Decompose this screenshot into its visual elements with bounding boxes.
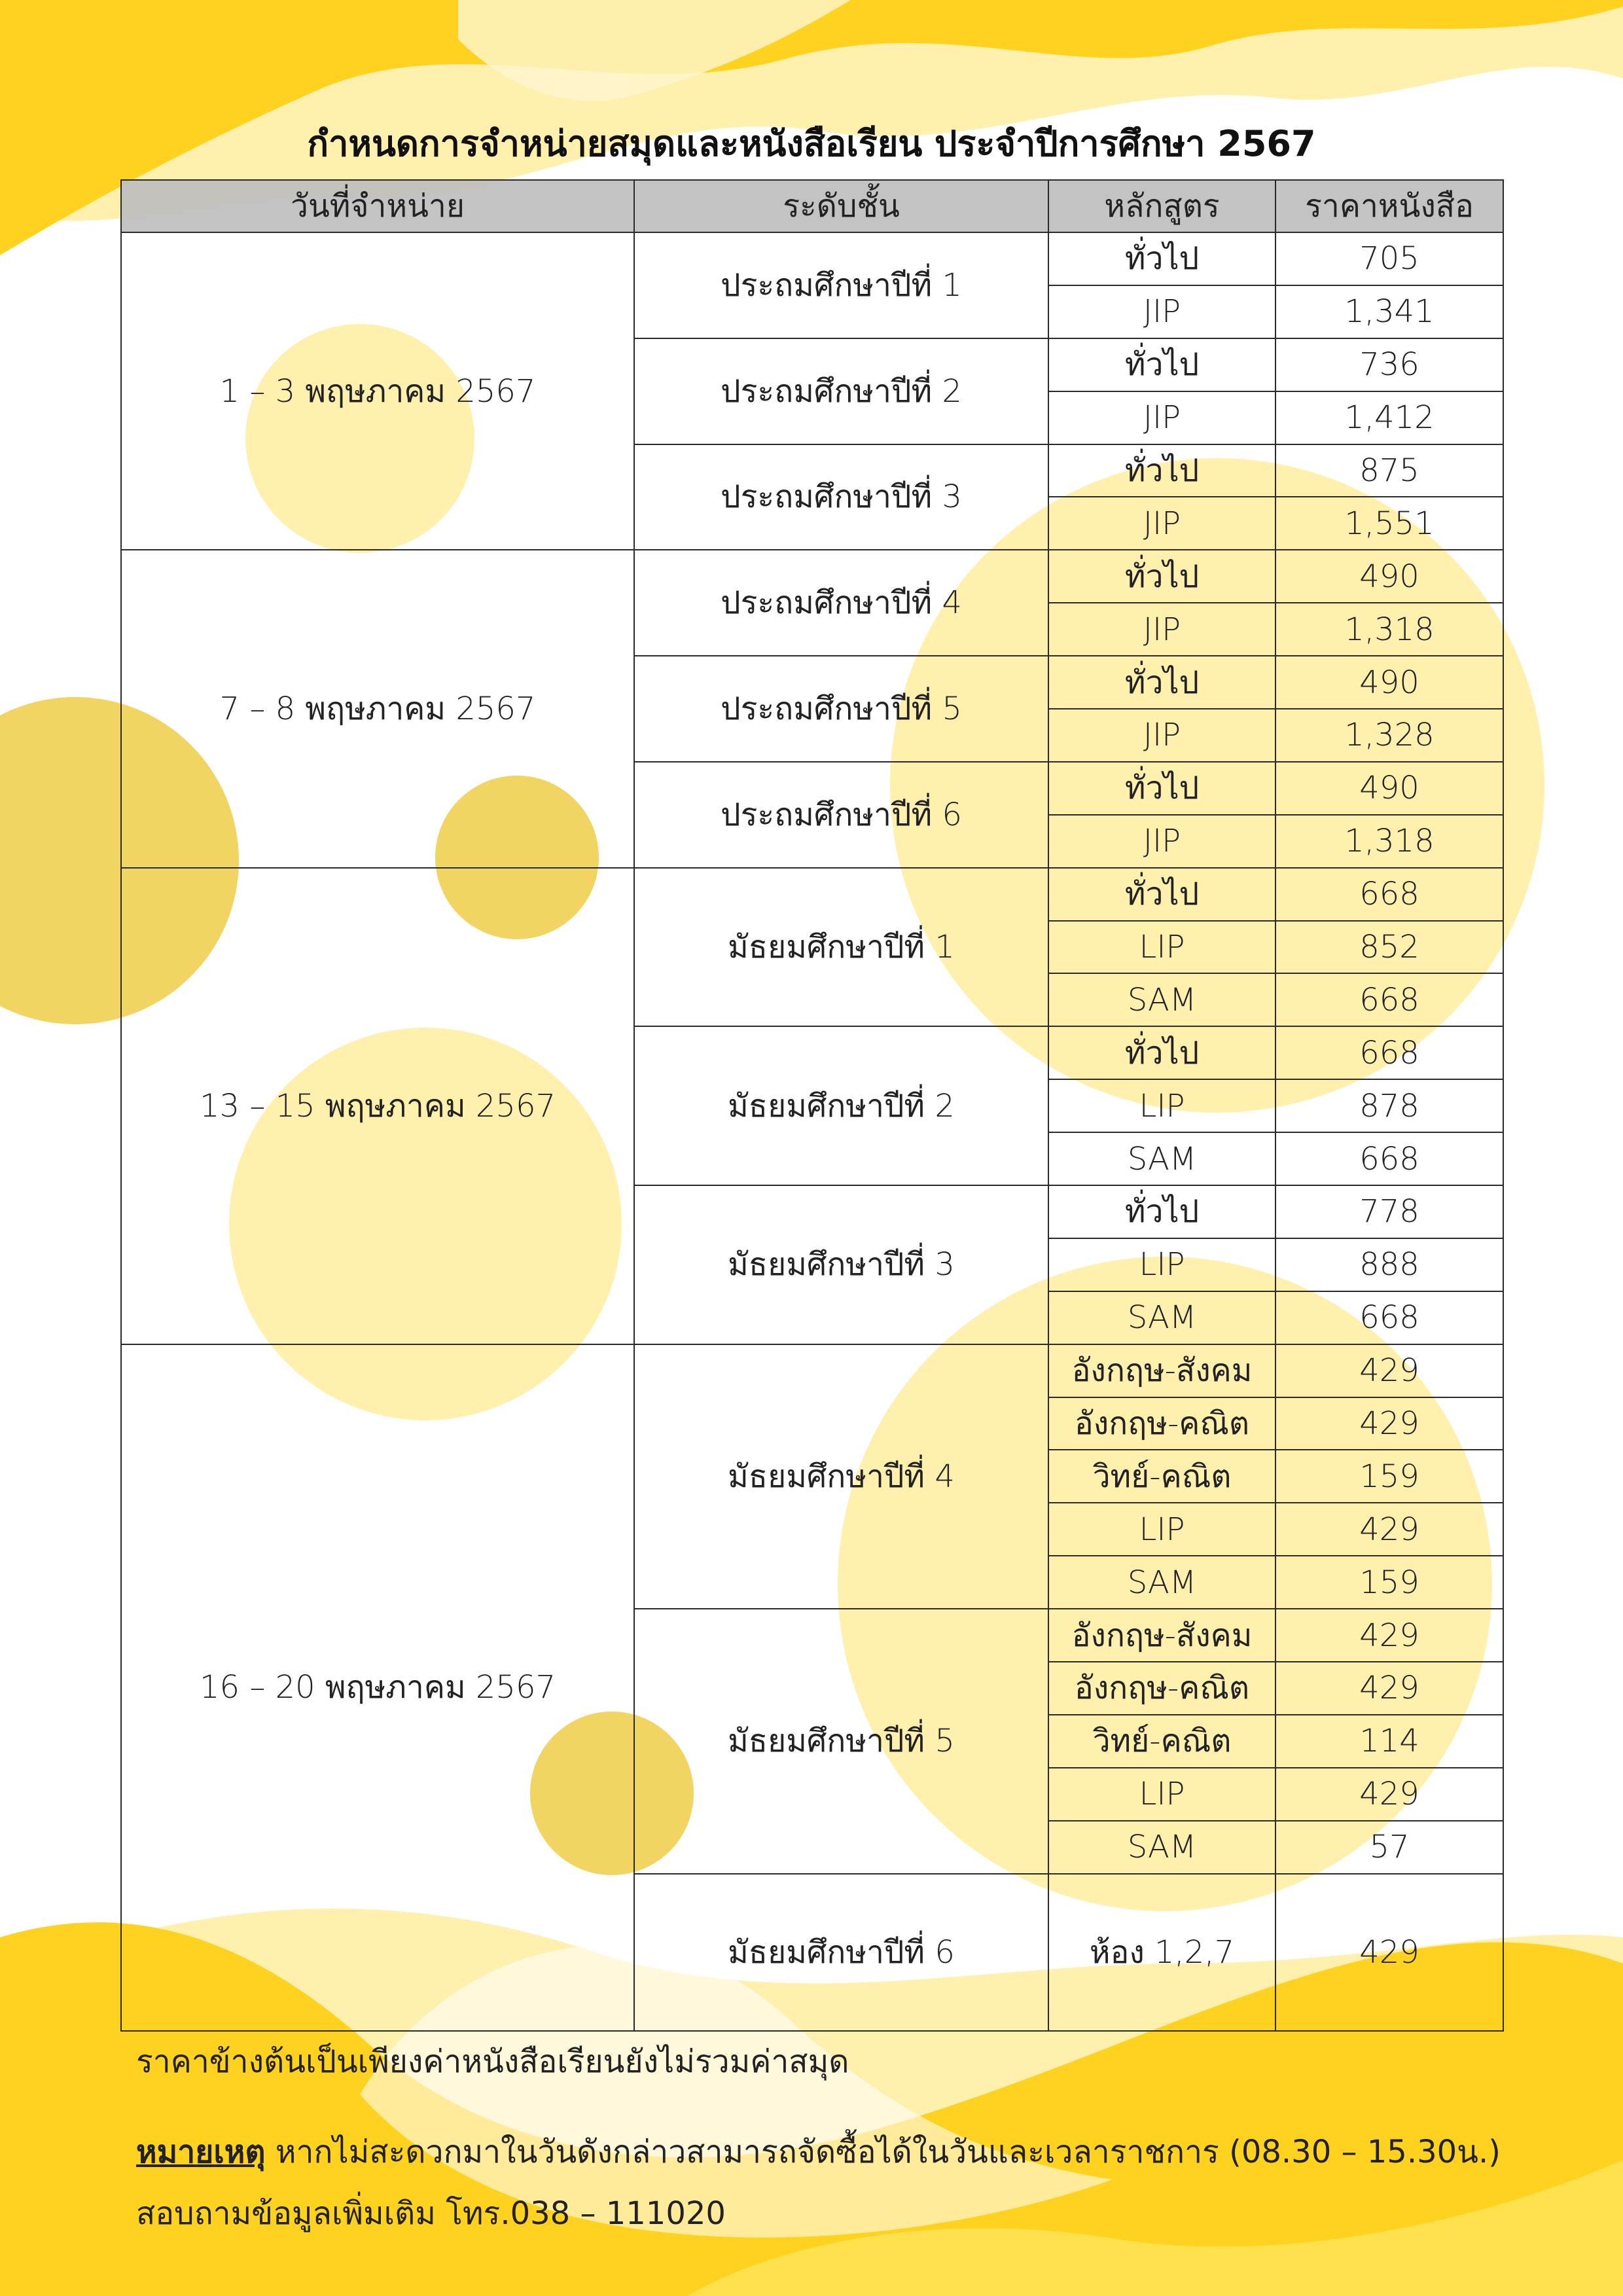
remark-label: หมายเหตุ bbox=[136, 2134, 266, 2170]
price-cell: 736 bbox=[1275, 338, 1503, 391]
remark-text: หากไม่สะดวกมาในวันดังกล่าวสามารถจัดซื้อได้ในวันและเวลาราชการ (08.30 – 15.30น.) bbox=[265, 2134, 1501, 2170]
price-cell: 159 bbox=[1275, 1556, 1503, 1609]
course-cell: ทั่วไป bbox=[1048, 1026, 1275, 1079]
price-cell: 1,551 bbox=[1275, 497, 1503, 550]
course-cell: วิทย์-คณิต bbox=[1048, 1715, 1275, 1768]
price-cell: 778 bbox=[1275, 1185, 1503, 1238]
sale-date-cell: 1 – 3 พฤษภาคม 2567 bbox=[121, 232, 634, 550]
price-cell: 1,318 bbox=[1275, 603, 1503, 656]
course-cell: SAM bbox=[1048, 1291, 1275, 1344]
course-cell: ทั่วไป bbox=[1048, 338, 1275, 391]
price-cell: 429 bbox=[1275, 1609, 1503, 1662]
sale-date-cell: 7 – 8 พฤษภาคม 2567 bbox=[121, 550, 634, 867]
table-row bbox=[121, 550, 1503, 603]
price-cell: 878 bbox=[1275, 1079, 1503, 1132]
grade-cell: มัธยมศึกษาปีที่ 2 bbox=[634, 1026, 1048, 1185]
course-cell: SAM bbox=[1048, 1132, 1275, 1185]
course-cell: LIP bbox=[1048, 1238, 1275, 1291]
price-cell: 114 bbox=[1275, 1715, 1503, 1768]
grade-cell: มัธยมศึกษาปีที่ 4 bbox=[634, 1344, 1048, 1609]
grade-cell: มัธยมศึกษาปีที่ 6 bbox=[634, 1874, 1048, 2031]
course-cell: SAM bbox=[1048, 1556, 1275, 1609]
course-cell: ทั่วไป bbox=[1048, 550, 1275, 603]
course-cell: อังกฤษ-คณิต bbox=[1048, 1662, 1275, 1715]
grade-cell: มัธยมศึกษาปีที่ 5 bbox=[634, 1609, 1048, 1873]
course-cell: JIP bbox=[1048, 815, 1275, 868]
course-cell: JIP bbox=[1048, 391, 1275, 444]
course-cell: วิทย์-คณิต bbox=[1048, 1450, 1275, 1503]
price-cell: 429 bbox=[1275, 1344, 1503, 1397]
price-cell: 668 bbox=[1275, 1291, 1503, 1344]
header-price: ราคาหนังสือ bbox=[1275, 180, 1503, 232]
course-cell: LIP bbox=[1048, 1503, 1275, 1556]
price-cell: 159 bbox=[1275, 1450, 1503, 1503]
sale-date-cell: 13 – 15 พฤษภาคม 2567 bbox=[121, 868, 634, 1344]
course-cell: JIP bbox=[1048, 285, 1275, 338]
price-cell: 888 bbox=[1275, 1238, 1503, 1291]
course-cell: อังกฤษ-สังคม bbox=[1048, 1609, 1275, 1662]
price-cell: 1,318 bbox=[1275, 815, 1503, 868]
price-cell: 1,412 bbox=[1275, 391, 1503, 444]
sale-date-cell: 16 – 20 พฤษภาคม 2567 bbox=[121, 1344, 634, 2031]
price-cell: 490 bbox=[1275, 762, 1503, 815]
course-cell: ทั่วไป bbox=[1048, 762, 1275, 815]
table-row bbox=[121, 1344, 1503, 1397]
grade-cell: ประถมศึกษาปีที่ 4 bbox=[634, 550, 1048, 656]
price-note: ราคาข้างต้นเป็นเพียงค่าหนังสือเรียนยังไม่รวมค่าสมุด bbox=[136, 2043, 849, 2080]
price-cell: 668 bbox=[1275, 868, 1503, 921]
price-cell: 668 bbox=[1275, 1026, 1503, 1079]
course-cell: อังกฤษ-คณิต bbox=[1048, 1397, 1275, 1450]
price-cell: 705 bbox=[1275, 232, 1503, 285]
price-cell: 1,341 bbox=[1275, 285, 1503, 338]
price-cell: 429 bbox=[1275, 1874, 1503, 2031]
table-row bbox=[121, 232, 1503, 285]
course-cell: ห้อง 1,2,7 bbox=[1048, 1874, 1275, 2031]
page-title: กำหนดการจำหน่ายสมุดและหนังสือเรียน ประจำปีการศึกษา 2567 bbox=[307, 123, 1316, 164]
course-cell: LIP bbox=[1048, 921, 1275, 974]
grade-cell: ประถมศึกษาปีที่ 3 bbox=[634, 444, 1048, 550]
course-cell: SAM bbox=[1048, 1821, 1275, 1874]
course-cell: ทั่วไป bbox=[1048, 656, 1275, 709]
book-price-table bbox=[120, 179, 1504, 2032]
price-cell: 429 bbox=[1275, 1662, 1503, 1715]
grade-cell: ประถมศึกษาปีที่ 2 bbox=[634, 338, 1048, 444]
header-course: หลักสูตร bbox=[1048, 180, 1275, 232]
course-cell: JIP bbox=[1048, 709, 1275, 762]
table-row bbox=[121, 868, 1503, 921]
remark-note bbox=[136, 2127, 1501, 2177]
price-cell: 429 bbox=[1275, 1768, 1503, 1821]
header-sale-date: วันที่จำหน่าย bbox=[121, 180, 634, 232]
grade-cell: ประถมศึกษาปีที่ 5 bbox=[634, 656, 1048, 762]
price-cell: 668 bbox=[1275, 973, 1503, 1026]
price-cell: 429 bbox=[1275, 1397, 1503, 1450]
course-cell: LIP bbox=[1048, 1768, 1275, 1821]
grade-cell: มัธยมศึกษาปีที่ 1 bbox=[634, 868, 1048, 1027]
contact-note: สอบถามข้อมูลเพิ่มเติม โทร.038 – 111020 bbox=[136, 2195, 726, 2232]
price-cell: 490 bbox=[1275, 550, 1503, 603]
course-cell: JIP bbox=[1048, 497, 1275, 550]
table-header-row bbox=[121, 180, 1503, 232]
course-cell: อังกฤษ-สังคม bbox=[1048, 1344, 1275, 1397]
course-cell: ทั่วไป bbox=[1048, 232, 1275, 285]
course-cell: JIP bbox=[1048, 603, 1275, 656]
course-cell: ทั่วไป bbox=[1048, 444, 1275, 497]
price-cell: 57 bbox=[1275, 1821, 1503, 1874]
course-cell: SAM bbox=[1048, 973, 1275, 1026]
grade-cell: ประถมศึกษาปีที่ 6 bbox=[634, 762, 1048, 868]
price-cell: 852 bbox=[1275, 921, 1503, 974]
price-cell: 1,328 bbox=[1275, 709, 1503, 762]
price-cell: 875 bbox=[1275, 444, 1503, 497]
course-cell: ทั่วไป bbox=[1048, 868, 1275, 921]
price-cell: 429 bbox=[1275, 1503, 1503, 1556]
price-cell: 490 bbox=[1275, 656, 1503, 709]
course-cell: LIP bbox=[1048, 1079, 1275, 1132]
header-grade: ระดับชั้น bbox=[634, 180, 1048, 232]
grade-cell: มัธยมศึกษาปีที่ 3 bbox=[634, 1185, 1048, 1344]
price-cell: 668 bbox=[1275, 1132, 1503, 1185]
course-cell: ทั่วไป bbox=[1048, 1185, 1275, 1238]
grade-cell: ประถมศึกษาปีที่ 1 bbox=[634, 232, 1048, 338]
